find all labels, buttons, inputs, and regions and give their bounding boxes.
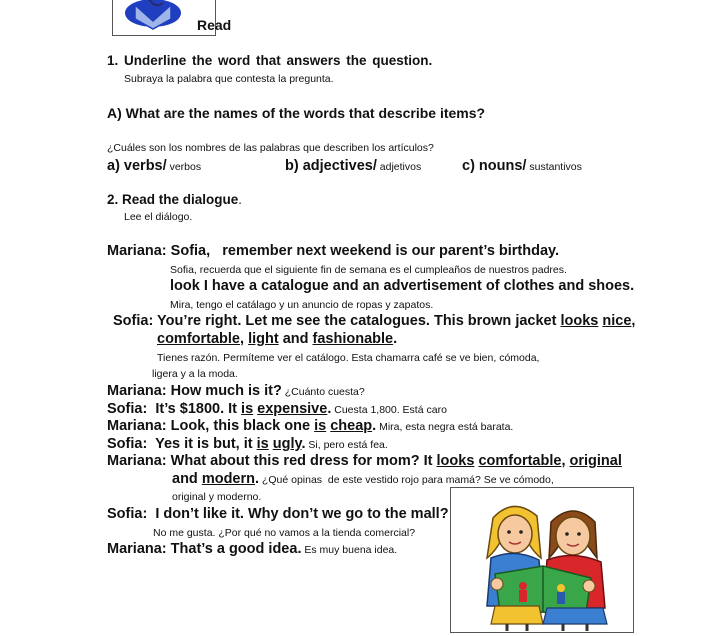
dialogue-line-1-text: Sofia, remember next weekend is our parent’s birthday. xyxy=(166,243,560,259)
punct: , xyxy=(631,313,636,329)
speaker-mariana: Mariana: xyxy=(107,243,167,259)
dialogue-line-3 xyxy=(113,313,635,329)
word-nice[interactable]: nice xyxy=(602,313,632,329)
option-adjectives[interactable] xyxy=(285,157,421,175)
section2-subheading: Lee el diálogo. xyxy=(124,211,193,223)
dialogue-line-13 xyxy=(107,506,449,522)
dialogue-line-7-es: Cuesta 1,800. Está caro xyxy=(331,404,447,416)
option-nouns[interactable] xyxy=(462,157,582,175)
dialogue-line-10-text: What about this red dress for mom? It xyxy=(166,453,437,469)
dialogue-line-10 xyxy=(107,453,622,469)
dialogue-line-1 xyxy=(107,243,559,259)
word-is[interactable]: is xyxy=(241,401,254,417)
word-modern[interactable]: modern xyxy=(201,471,255,487)
section2-heading-dot: . xyxy=(238,192,242,207)
dialogue-line-6-text: How much is it? xyxy=(166,383,282,399)
girls-reading-catalogue-icon xyxy=(451,488,633,631)
speaker-mariana: Mariana: xyxy=(107,418,167,434)
punct: . xyxy=(327,401,332,417)
option-verbs[interactable] xyxy=(107,157,201,175)
dialogue-line-8-es: Mira, esta negra está barata. xyxy=(376,421,514,433)
punct: . xyxy=(393,331,398,347)
dialogue-line-9 xyxy=(107,436,388,452)
word-original[interactable]: original xyxy=(569,453,622,469)
dialogue-line-4-es: Tienes razón. Permíteme ver el catálogo. Esta chamarra café se ve bien, cómoda, xyxy=(157,352,540,364)
dialogue-line-7-text: It’s $1800. It xyxy=(147,401,242,417)
option-verbs-en: a) verbs/ xyxy=(107,158,167,174)
question-a-es: ¿Cuáles son los nombres de las palabras que describen los artículos? xyxy=(107,142,434,154)
dialogue-line-12-es: original y moderno. xyxy=(172,491,262,503)
word-looks[interactable]: looks xyxy=(560,313,599,329)
dialogue-line-7 xyxy=(107,401,447,417)
word-light[interactable]: light xyxy=(248,331,279,347)
dialogue-line-9-text: Yes it is but, it xyxy=(147,436,257,452)
dialogue-line-14 xyxy=(107,541,397,557)
dialogue-line-3-text: You’re right. Let me see the catalogues. This brown jacket xyxy=(153,313,561,329)
dialogue-line-13-text: I don’t like it. Why don’t we go to the mall? xyxy=(147,506,449,522)
option-nouns-en: c) nouns/ xyxy=(462,158,527,174)
speaker-mariana: Mariana: xyxy=(107,541,167,557)
dialogue-line-8-text: Look, this black one xyxy=(166,418,315,434)
dialogue-line-14-es: Es muy buena idea. xyxy=(301,544,398,556)
speaker-sofia: Sofia: xyxy=(107,401,148,417)
dialogue-line-11-pre: and xyxy=(172,471,202,487)
speaker-mariana: Mariana: xyxy=(107,383,167,399)
word-comfortable[interactable]: comfortable xyxy=(157,331,240,347)
question-a: A) What are the names of the words that describe items? xyxy=(107,105,486,121)
option-nouns-es: sustantivos xyxy=(526,161,582,173)
section1-subheading: Subraya la palabra que contesta la pregunta. xyxy=(124,73,334,85)
punct: , xyxy=(240,331,249,347)
dialogue-line-6-es: ¿Cuánto cuesta? xyxy=(281,386,365,398)
punct: . xyxy=(372,418,377,434)
dialogue-line-6 xyxy=(107,383,365,399)
option-adjectives-en: b) adjectives/ xyxy=(285,158,377,174)
punct: . xyxy=(297,541,302,557)
section2-heading xyxy=(107,191,242,209)
dialogue-line-1-es: Sofia, recuerda que el siguiente fin de semana es el cumpleaños de nuestros padres. xyxy=(170,264,567,276)
dialogue-line-2-es: Mira, tengo el catálago y un anuncio de ropas y zapatos. xyxy=(170,299,434,311)
word-ugly[interactable]: ugly xyxy=(272,436,302,452)
dialogue-line-14-text: That’s a good idea xyxy=(166,541,298,557)
option-adjectives-es: adjetivos xyxy=(376,161,422,173)
speaker-sofia: Sofia: xyxy=(107,506,148,522)
dialogue-line-9-es: Si, pero está fea. xyxy=(305,439,388,451)
dialogue-line-2: look I have a catalogue and an advertisement of clothes and shoes. xyxy=(170,278,635,294)
section1-heading: 1. Underline the word that answers the question. xyxy=(107,53,433,68)
punct: . xyxy=(301,436,306,452)
dialogue-line-11-es: ¿Qué opinas de este vestido rojo para mamá? Se ve cómodo, xyxy=(259,474,554,486)
dialogue-line-13-es: No me gusta. ¿Por qué no vamos a la tienda comercial? xyxy=(153,527,416,539)
punct: . xyxy=(254,471,260,487)
word-is[interactable]: is xyxy=(256,436,269,452)
section2-heading-text: 2. Read the dialogue xyxy=(107,192,239,207)
word-comfortable[interactable]: comfortable xyxy=(478,453,562,469)
punct: , xyxy=(561,453,570,469)
speaker-sofia: Sofia: xyxy=(113,313,154,329)
speaker-sofia: Sofia: xyxy=(107,436,148,452)
word-fashionable[interactable]: fashionable xyxy=(312,331,394,347)
dialogue-line-11 xyxy=(172,471,554,487)
girls-illustration-frame xyxy=(450,487,634,633)
word-cheap[interactable]: cheap xyxy=(330,418,373,434)
word-expensive[interactable]: expensive xyxy=(257,401,328,417)
dialogue-line-8 xyxy=(107,418,513,434)
dialogue-line-4 xyxy=(157,331,397,347)
word-looks[interactable]: looks xyxy=(436,453,475,469)
dialogue-line-5-es: ligera y a la moda. xyxy=(152,368,238,380)
word-is[interactable]: is xyxy=(314,418,327,434)
speaker-mariana: Mariana: xyxy=(107,453,167,469)
punct: and xyxy=(278,331,313,347)
header-title: Read xyxy=(197,17,232,33)
option-verbs-es: verbos xyxy=(166,161,202,173)
